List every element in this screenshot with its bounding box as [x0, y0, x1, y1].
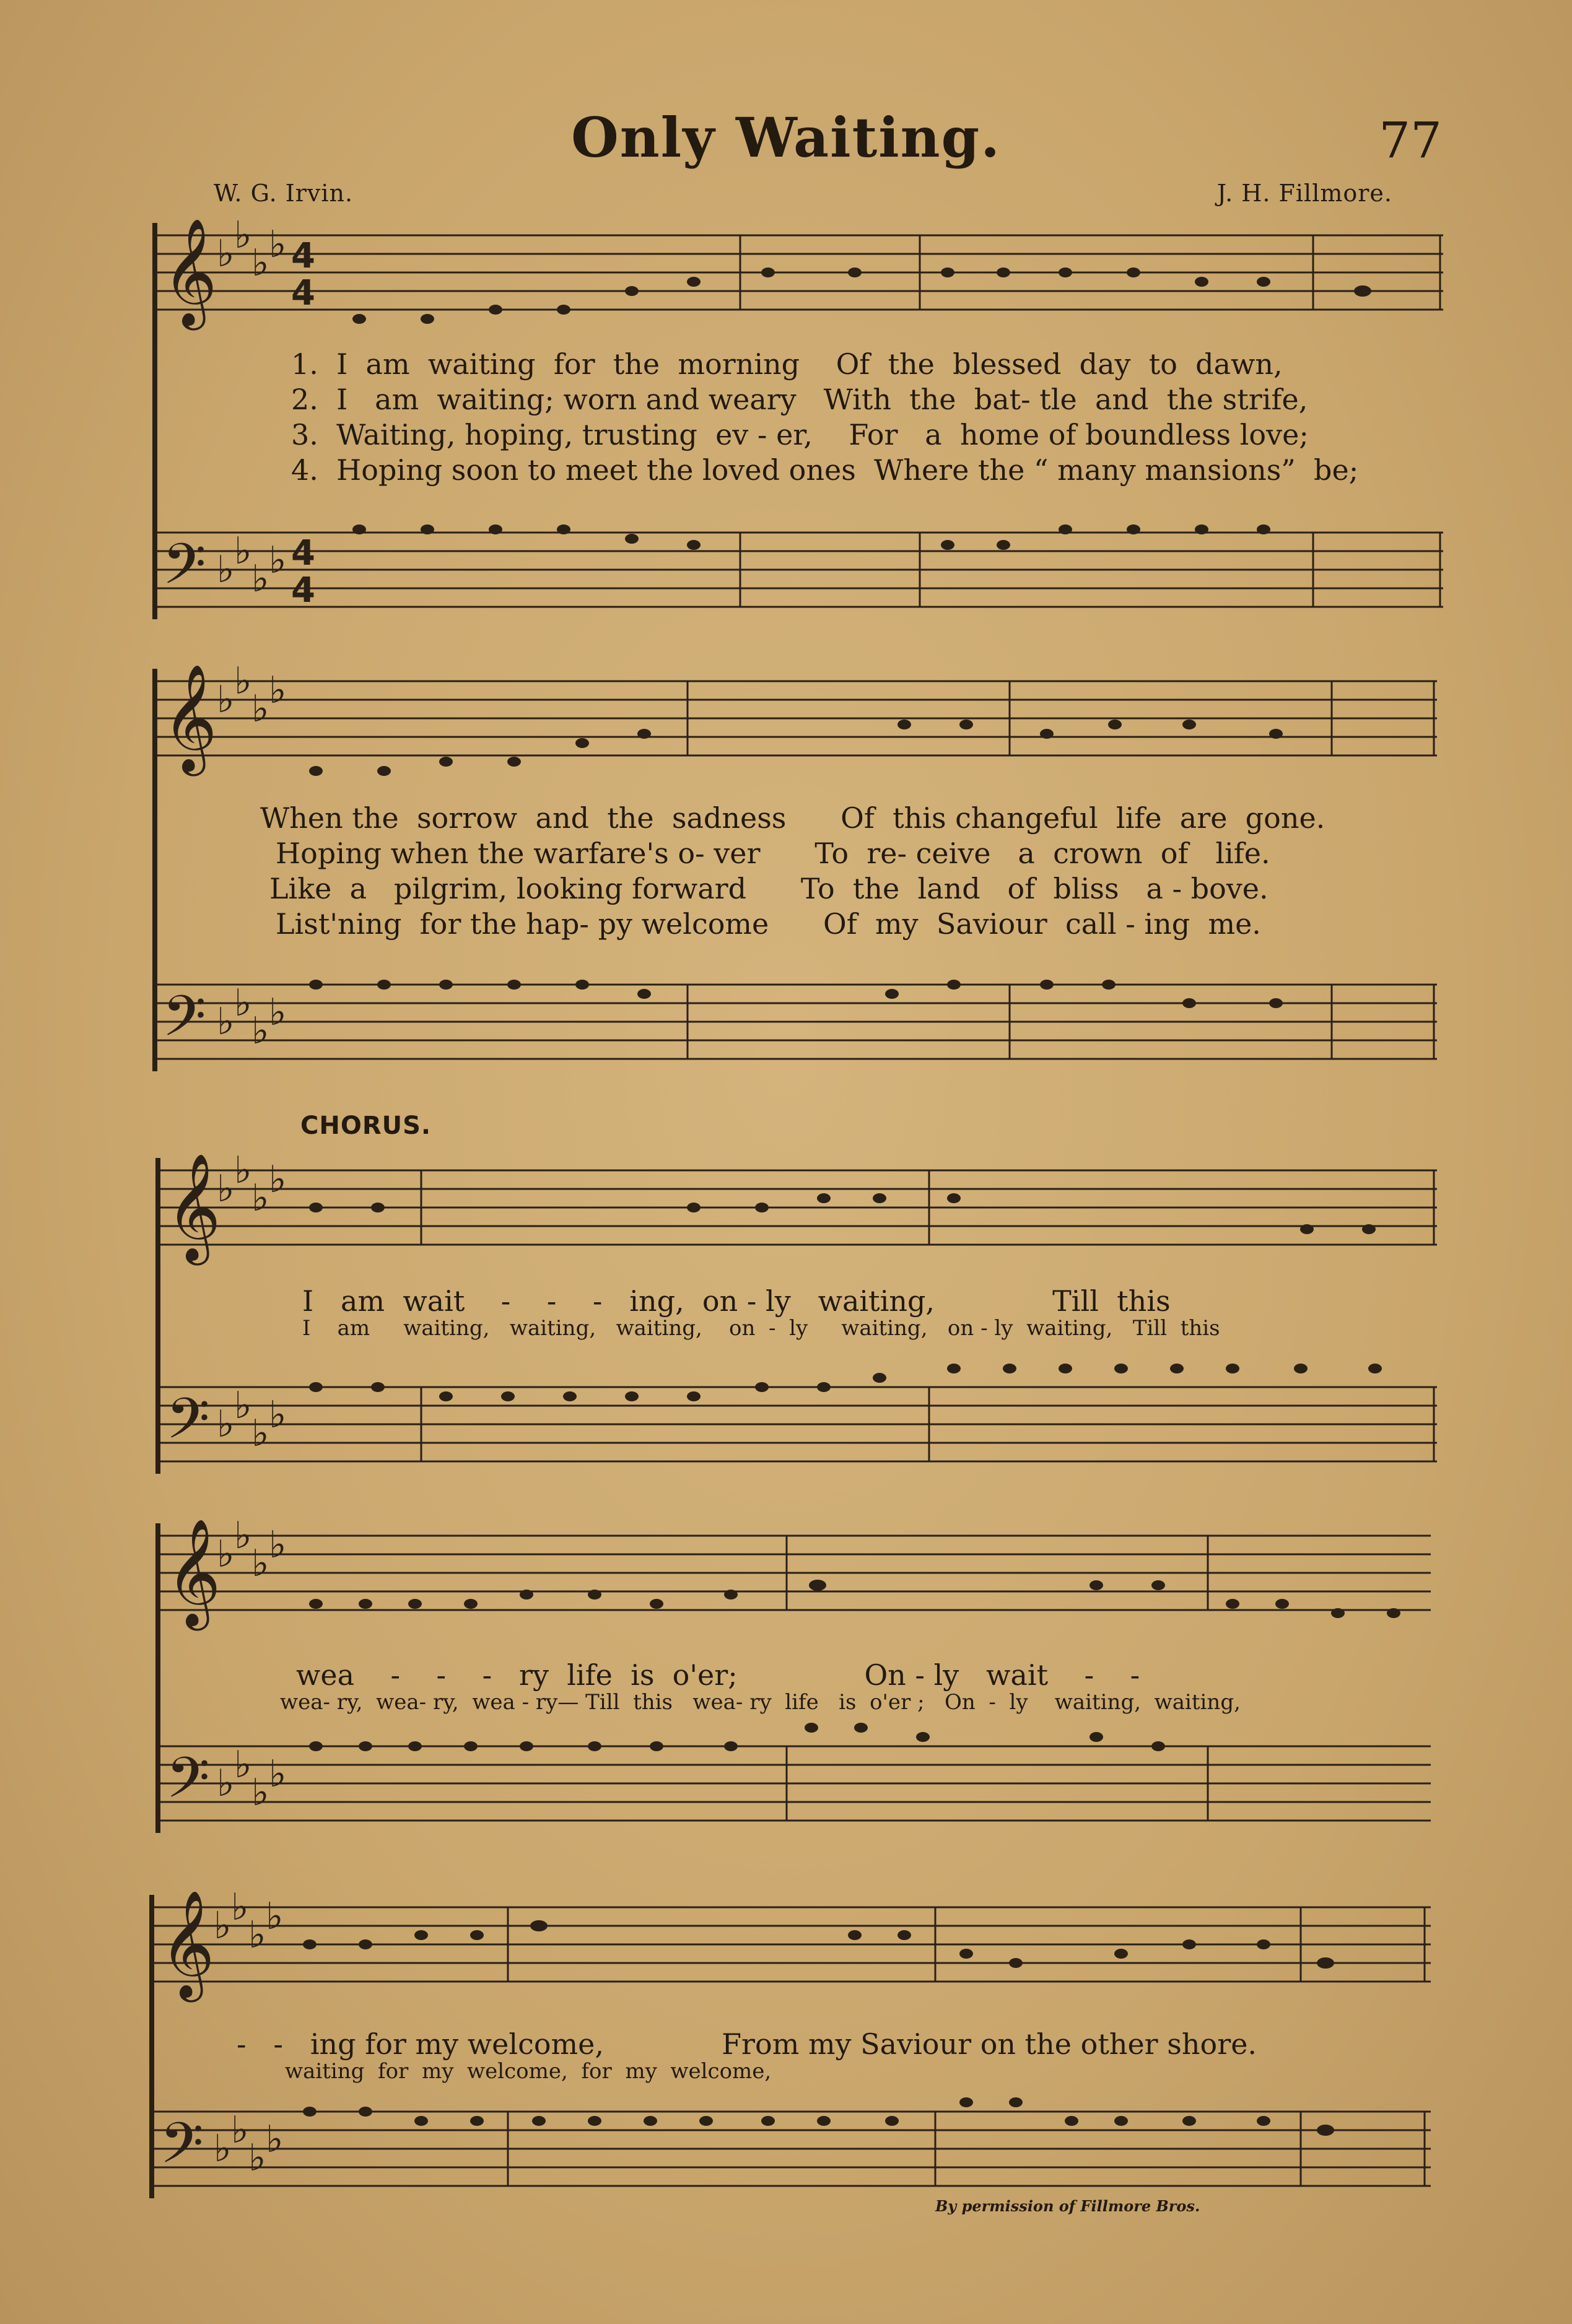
- bass-clef-icon: 𝄢: [166, 1745, 210, 1824]
- verse-4-line-1: 4. Hoping soon to meet the loved ones Where the “ many mansions” be;: [291, 453, 1359, 487]
- bass-clef-icon: 𝄢: [162, 983, 206, 1063]
- svg-text:♭: ♭: [251, 1009, 269, 1053]
- hymn-title: Only Waiting.: [571, 105, 1001, 170]
- verse-1-line-2: When the sorrow and the sadness Of this changeful life are gone.: [260, 801, 1325, 835]
- svg-text:♭: ♭: [217, 232, 235, 276]
- svg-text:♭: ♭: [248, 2136, 266, 2180]
- verse-4-line-2: List'ning for the hap- py welcome Of my Saviour call - ing me.: [276, 907, 1261, 941]
- svg-text:4: 4: [291, 570, 315, 611]
- svg-text:♭: ♭: [266, 2118, 284, 2161]
- chorus-line-2-main: wea - - - ry life is o'er; On - ly wait - -: [296, 1658, 1140, 1692]
- svg-text:♭: ♭: [217, 1000, 235, 1043]
- svg-text:4: 4: [291, 533, 315, 573]
- bass-clef-icon: 𝄢: [160, 2110, 204, 2190]
- staff-system-2-bass: [155, 985, 1437, 1059]
- svg-text:♭: ♭: [234, 1743, 252, 1787]
- page-number: 77: [1379, 111, 1442, 169]
- svg-text:♭: ♭: [234, 214, 252, 257]
- chorus-line-1-echo: I am waiting, waiting, waiting, on - ly waiting, on - ly waiting, Till this: [302, 1316, 1220, 1341]
- svg-text:♭: ♭: [217, 678, 235, 721]
- staff-system-4-bass: [158, 1746, 1431, 1821]
- svg-text:♭: ♭: [251, 557, 269, 601]
- staff-system-3-bass: [158, 1387, 1437, 1461]
- svg-text:♭: ♭: [231, 2109, 249, 2152]
- chorus-heading: CHORUS.: [300, 1112, 432, 1140]
- flat-icon: [214, 214, 286, 2180]
- chorus-line-3-main: - - ing for my welcome, From my Saviour on the other shore.: [237, 2027, 1257, 2061]
- verse-1-line-1: 1. I am waiting for the morning Of the blessed day to dawn,: [291, 347, 1283, 381]
- treble-clef-icon: 𝄞: [160, 1890, 215, 1998]
- svg-text:♭: ♭: [251, 1412, 269, 1455]
- svg-text:♭: ♭: [251, 242, 269, 285]
- svg-text:♭: ♭: [251, 1177, 269, 1220]
- svg-text:♭: ♭: [231, 1886, 249, 1929]
- svg-text:♭: ♭: [217, 548, 235, 591]
- svg-text:♭: ♭: [234, 659, 252, 703]
- svg-text:♭: ♭: [234, 1149, 252, 1192]
- bass-clef-icon: 𝄢: [162, 531, 206, 611]
- svg-text:♭: ♭: [217, 1533, 235, 1576]
- permission-credit: By permission of Fillmore Bros.: [935, 2197, 1200, 2215]
- svg-text:♭: ♭: [269, 991, 287, 1034]
- svg-text:♭: ♭: [251, 1771, 269, 1814]
- svg-text:♭: ♭: [234, 1514, 252, 1557]
- lyricist: W. G. Irvin.: [214, 180, 354, 207]
- svg-text:♭: ♭: [234, 529, 252, 573]
- staff-system-5-bass: [152, 2112, 1431, 2186]
- svg-text:♭: ♭: [234, 1384, 252, 1427]
- svg-text:♭: ♭: [217, 1762, 235, 1805]
- svg-text:♭: ♭: [269, 223, 287, 266]
- verse-3-line-2: Like a pilgrim, looking forward To the land of bliss a - bove.: [269, 872, 1269, 905]
- staff-system-1-treble: [155, 235, 1443, 310]
- chorus-line-1-main: I am wait - - - ing, on - ly waiting, Till this: [302, 1284, 1171, 1318]
- composer: J. H. Fillmore.: [1216, 180, 1392, 207]
- svg-text:♭: ♭: [217, 1167, 235, 1211]
- staff-system-4-treble: [158, 1536, 1431, 1610]
- svg-text:♭: ♭: [266, 1895, 284, 1938]
- treble-clef-icon: 𝄞: [166, 1153, 221, 1261]
- staff-system-1-bass: [155, 533, 1443, 607]
- treble-clef-icon: 𝄞: [166, 1518, 221, 1626]
- verse-3-line-1: 3. Waiting, hoping, trusting ev - er, For a home of boundless love;: [291, 418, 1309, 451]
- svg-text:♭: ♭: [214, 1904, 232, 1948]
- svg-text:♭: ♭: [217, 1403, 235, 1446]
- svg-text:4: 4: [291, 273, 315, 313]
- verse-2-line-2: Hoping when the warfare's o- ver To re- ceive a crown of life.: [276, 837, 1270, 870]
- svg-text:♭: ♭: [251, 687, 269, 731]
- svg-text:♭: ♭: [269, 1523, 287, 1567]
- svg-text:♭: ♭: [248, 1913, 266, 1957]
- staff-system-2-treble: [155, 681, 1437, 755]
- verse-2-line-1: 2. I am waiting; worn and weary With the bat- tle and the strife,: [291, 383, 1308, 416]
- note-heads: [303, 268, 1400, 2136]
- chorus-line-2-echo: wea- ry, wea- ry, wea - ry— Till this wea- ry life is o'er ; On - ly waiting, waiting,: [280, 1690, 1241, 1715]
- svg-text:♭: ♭: [269, 1158, 287, 1201]
- svg-text:♭: ♭: [269, 1752, 287, 1796]
- svg-text:♭: ♭: [269, 669, 287, 712]
- svg-text:♭: ♭: [214, 2127, 232, 2170]
- svg-text:♭: ♭: [269, 1393, 287, 1437]
- treble-clef-icon: 𝄞: [162, 664, 217, 772]
- chorus-line-3-echo: waiting for my welcome, for my welcome,: [285, 2059, 772, 2084]
- bass-clef-icon: 𝄢: [166, 1386, 210, 1465]
- svg-text:♭: ♭: [269, 539, 287, 582]
- svg-text:4: 4: [291, 236, 315, 276]
- svg-text:♭: ♭: [251, 1542, 269, 1585]
- treble-clef-icon: 𝄞: [162, 218, 217, 326]
- svg-text:♭: ♭: [234, 981, 252, 1025]
- staff-system-3-treble: [158, 1170, 1437, 1245]
- staff-system-5-treble: [152, 1907, 1431, 1982]
